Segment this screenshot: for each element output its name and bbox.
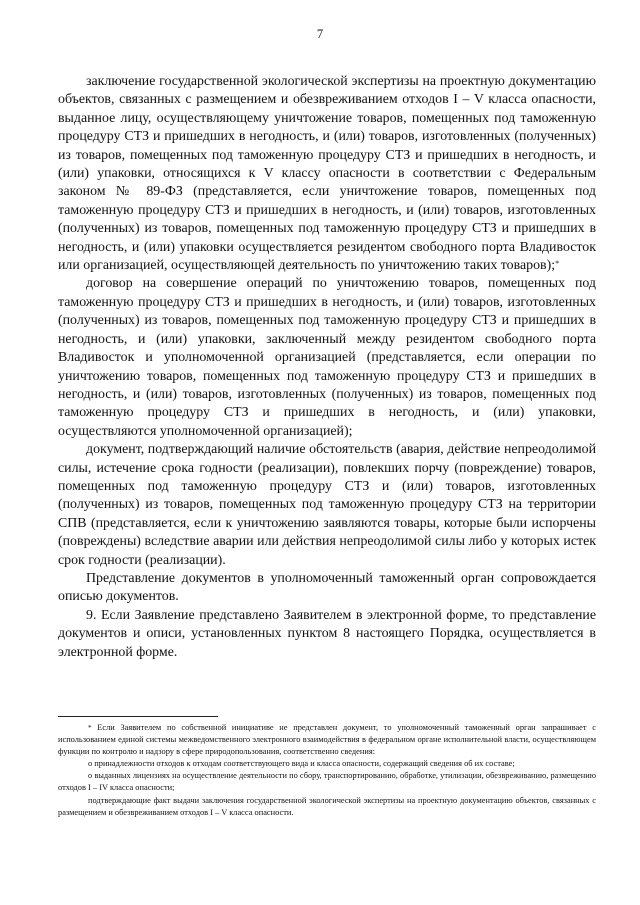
- paragraph-expertise-conclusion: [58, 73, 596, 275]
- footnote-item-waste-class: о принадлежности отходов к отходам соответствующего вида и класса опасности, содержащий сведения об их составе;: [88, 759, 515, 769]
- paragraph-destruction-contract: договор на совершение операций по уничтожению товаров, помещенных под таможенную процедуру СТЗ и пришедших в негодность, и (или) товаров, изготовленных (полученных) из товаров, помещенных под таможенную процедуру СТЗ и пришедших в негодность, и (или) упаковки, заключенный между резидентом свободного порта Владивосток и уполномоченной организацией (представляется, если операции по уничтожению товаров, помещенных под таможенную процедуру СТЗ и пришедших в негодность, и (или) товаров, изготовленных (полученных) из товаров, помещенных под таможенную процедуру СТЗ и пришедших в негодность, и (или) упаковки, осуществляются уполномоченной организацией);: [58, 276, 596, 439]
- paragraph-item-9: 9. Если Заявление представлено Заявителем в электронной форме, то представление документов и описи, установленных пунктом 8 настоящего Порядка, осуществляется в электронной форме.: [58, 607, 596, 660]
- footnote-mark: *: [88, 724, 92, 732]
- page-number: 7: [316, 27, 324, 41]
- body-text: [58, 73, 596, 662]
- footnote-reference: *: [555, 259, 560, 269]
- footnote-intro: [58, 722, 596, 758]
- paragraph-inventory: Представление документов в уполномоченный таможенный орган сопровождается описью документов.: [58, 570, 596, 605]
- footnote-item-expertise: подтверждающие факт выдачи заключения государственной экологической экспертизы на проектную документацию объектов, связанных с размещением и обезвреживанием отходов I – V класса опасности.: [58, 795, 596, 817]
- footnote-separator: [58, 716, 218, 717]
- footnote-text: Если Заявителем по собственной инициативе не представлен документ, то уполномоченный таможенный орган запрашивает с использованием единой системы межведомственного электронного взаимодействия в федеральном органе исполнительной власти, осуществляющем функции по контролю и надзору в сфере природопользования, соответственно сведения:: [58, 723, 596, 757]
- paragraph-circumstances-document: документ, подтверждающий наличие обстоятельств (авария, действие непреодолимой силы, истечение срока годности (реализации), повлекших порчу (повреждение) товаров, помещенных под таможенную процедуру СТЗ и (или) товаров, изготовленных (полученных) из товаров, помещенных под таможенную процедуру СТЗ на территории СПВ (представляется, если к уничтожению заявляются товары, которые были испорчены (повреждены) вследствие аварии или действия непреодолимой силы либо у которых истек срок годности (реализации).: [58, 442, 596, 568]
- footnote-item-licenses: о выданных лицензиях на осуществление деятельности по сбору, транспортированию, обработке, утилизации, обезвреживанию, размещению отходов I – IV класса опасности;: [58, 771, 596, 793]
- paragraph-text: заключение государственной экологической экспертизы на проектную документацию объектов, связанных с размещением и обезвреживанием отходов I – V класса опасности, выданное лицу, осуществляющему уничтожение товаров, помещенных под таможенную процедуру СТЗ и пришедших в негодность, и (или) товаров, изготовленных (полученных) из товаров, помещенных под таможенную процедуру СТЗ и пришедших в негодность, и (или) упаковки, относящихся к V классу опасности в соответствии с Федеральным законом № 89-ФЗ (представляется, если уничтожение товаров, помещенных под таможенную процедуру СТЗ и пришедших в негодность, и (или) товаров, изготовленных (полученных) из товаров, помещенных под таможенную процедуру СТЗ и пришедших в негодность, и (или) упаковки осуществляется резидентом свободного порта Владивосток или организацией, осуществляющей деятельность по уничтожению таких товаров);: [58, 74, 596, 274]
- footnotes: [58, 722, 596, 819]
